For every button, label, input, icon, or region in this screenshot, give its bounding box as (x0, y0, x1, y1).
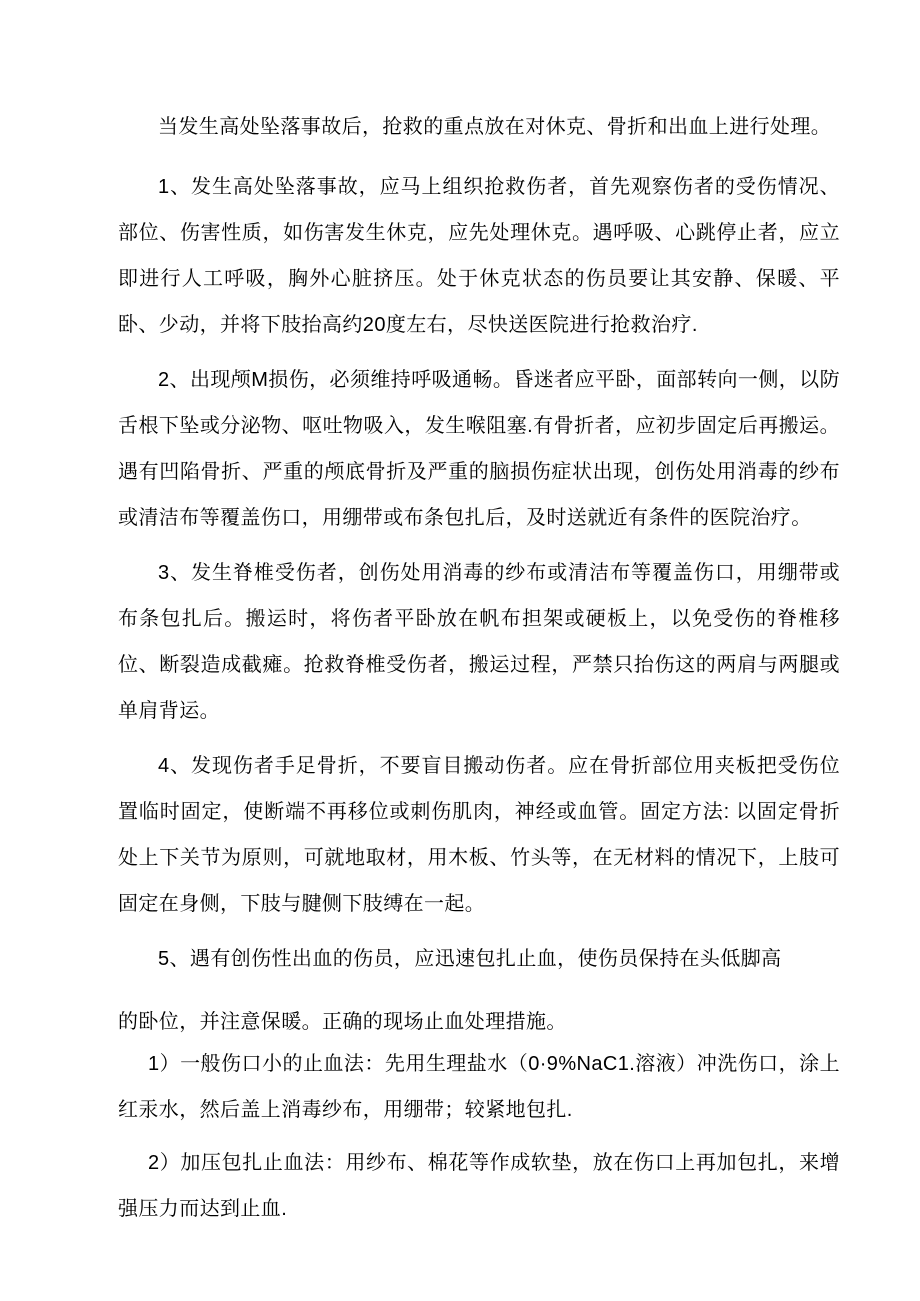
step-3-paragraph: 3、发生脊椎受伤者，创伤处用消毒的纱布或清洁布等覆盖伤口，用绷带或布条包扎后。搬运时，将伤者平卧放在帆布担架或硬板上，以免受伤的脊椎移位、断裂造成截瘫。抢救脊椎受伤者，搬运过程，严禁只抬伤这的两肩与两腿或单肩背运。 (118, 562, 840, 722)
method-1-paragraph: 1）一般伤口小的止血法：先用生理盐水（0·9%NaC1.溶液）冲洗伤口，涂上红汞水，然后盖上消毒纱布，用绷带；较紧地包扎. (118, 1053, 840, 1121)
step-2-paragraph: 2、出现颅M损伤，必须维持呼吸通畅。昏迷者应平卧，面部转向一侧，以防舌根下坠或分泌物、呕吐物吸入，发生喉阻塞.有骨折者，应初步固定后再搬运。遇有凹陷骨折、严重的颅底骨折及严重的脑损伤症状出现，创伤处用消毒的纱布或清洁布等覆盖伤口，用绷带或布条包扎后，及时送就近有条件的医院治疗。 (118, 369, 840, 529)
method-2-paragraph: 2）加压包扎止血法：用纱布、棉花等作成软垫，放在伤口上再加包扎，来增强压力而达到止血. (118, 1152, 840, 1220)
step-5-paragraph: 5、遇有创伤性出血的伤员，应迅速包扎止血，使伤员保持在头低脚高 (158, 948, 782, 970)
document-text-body (118, 104, 840, 1239)
step-5-continuation-paragraph: 的卧位，并注意保暖。正确的现场止血处理措施。 (118, 1011, 567, 1033)
step-1-paragraph: 1、发生高处坠落事故，应马上组织抢救伤者，首先观察伤者的受伤情况、部位、伤害性质，如伤害发生休克，应先处理休克。遇呼吸、心跳停止者，应立即进行人工呼吸，胸外心脏挤压。处于休克状态的伤员要让其安静、保暖、平卧、少动，并将下肢抬高约20度左右，尽快送医院进行抢救治疗. (118, 176, 840, 336)
step-4-paragraph: 4、发现伤者手足骨折，不要盲目搬动伤者。应在骨折部位用夹板把受伤位置临时固定，使断端不再移位或刺伤肌肉，神经或血管。固定方法: 以固定骨折处上下关节为原则，可就地取材，用木板、竹头等，在无材料的情况下，上肢可固定在身侧，下肢与腱侧下肢缚在一起。 (118, 755, 840, 915)
intro-paragraph: 当发生高处坠落事故后，抢救的重点放在对休克、骨折和出血上进行处理。 (158, 116, 832, 138)
